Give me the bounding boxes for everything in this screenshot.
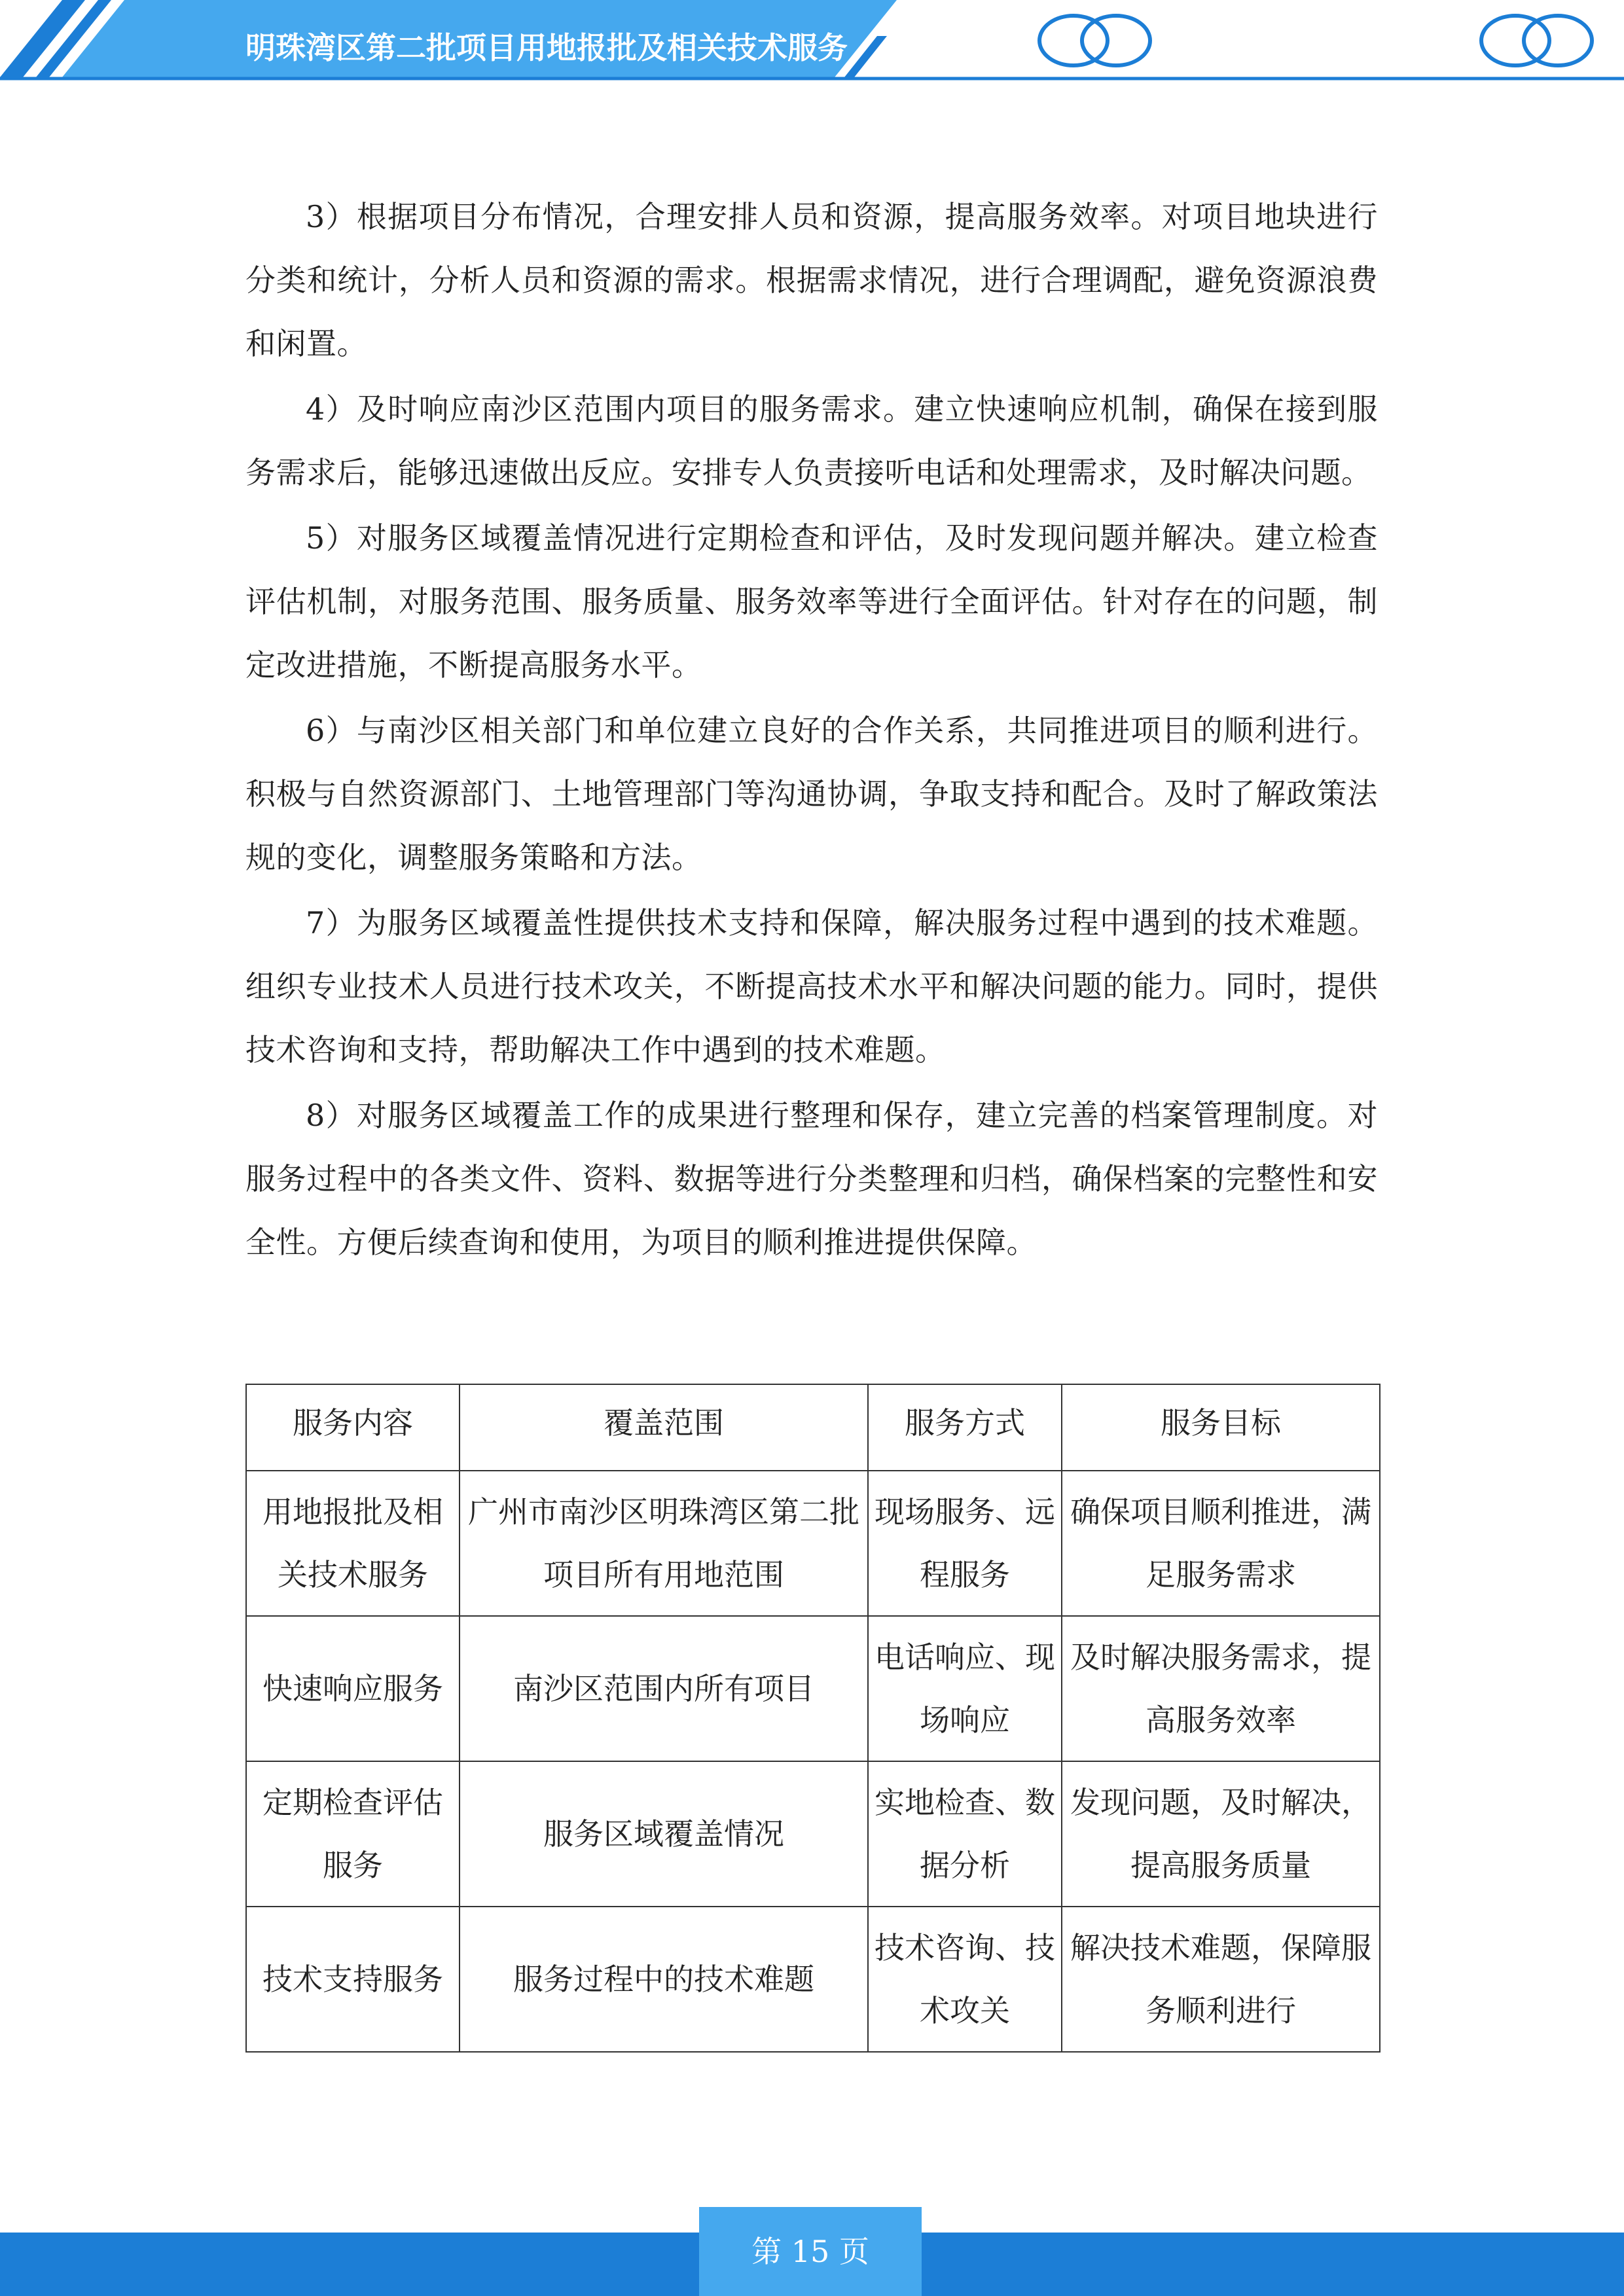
table-cell: 发现问题，及时解决，提高服务质量	[1062, 1761, 1380, 1907]
header-cell: 服务内容	[246, 1384, 460, 1471]
table-cell: 定期检查评估服务	[246, 1761, 460, 1907]
header-title: 明珠湾区第二批项目用地报批及相关技术服务	[245, 30, 848, 65]
paragraph: 3）根据项目分布情况，合理安排人员和资源，提高服务效率。对项目地块进行分类和统计，分析人员和资源的需求。根据需求情况，进行合理调配，避免资源浪费和闲置。	[245, 199, 1378, 361]
table-cell: 服务区域覆盖情况	[460, 1761, 868, 1907]
table-cell: 服务过程中的技术难题	[460, 1907, 868, 2052]
table-cell: 确保项目顺利推进，满足服务需求	[1062, 1471, 1380, 1616]
body-text	[245, 185, 1378, 1276]
paragraph: 8）对服务区域覆盖工作的成果进行整理和保存，建立完善的档案管理制度。对服务过程中的各类文件、资料、数据等进行分类整理和归档，确保档案的完整性和安全性。方便后续查询和使用，为项目的顺利推进提供保障。	[245, 1098, 1378, 1260]
table-row	[246, 1761, 1380, 1907]
paragraph: 5）对服务区域覆盖情况进行定期检查和评估，及时发现问题并解决。建立检查评估机制，对服务范围、服务质量、服务效率等进行全面评估。针对存在的问题，制定改进措施，不断提高服务水平。	[245, 520, 1378, 683]
table-row	[246, 1616, 1380, 1761]
table-cell: 广州市南沙区明珠湾区第二批项目所有用地范围	[460, 1471, 868, 1616]
header-cell: 覆盖范围	[460, 1384, 868, 1471]
table-cell: 技术支持服务	[246, 1907, 460, 2052]
table-cell: 南沙区范围内所有项目	[460, 1616, 868, 1761]
paragraph: 4）及时响应南沙区范围内项目的服务需求。建立快速响应机制，确保在接到服务需求后，能够迅速做出反应。安排专人负责接听电话和处理需求，及时解决问题。	[245, 391, 1378, 490]
header-cell: 服务方式	[868, 1384, 1062, 1471]
paragraph: 7）为服务区域覆盖性提供技术支持和保障，解决服务过程中遇到的技术难题。组织专业技术人员进行技术攻关，不断提高技术水平和解决问题的能力。同时，提供技术咨询和支持，帮助解决工作中遇到的技术难题。	[245, 905, 1378, 1067]
table-cell: 用地报批及相关技术服务	[246, 1471, 460, 1616]
table-cell: 电话响应、现场响应	[868, 1616, 1062, 1761]
table-cell: 解决技术难题，保障服务顺利进行	[1062, 1907, 1380, 2052]
page-header	[0, 0, 1624, 85]
table-cell: 快速响应服务	[246, 1616, 460, 1761]
header-cell: 服务目标	[1062, 1384, 1380, 1471]
service-table	[245, 1384, 1380, 2053]
table-cell: 技术咨询、技术攻关	[868, 1907, 1062, 2052]
table-row	[246, 1907, 1380, 2052]
table-cell: 实地检查、数据分析	[868, 1761, 1062, 1907]
table-header-row	[246, 1384, 1380, 1471]
table-cell: 现场服务、远程服务	[868, 1471, 1062, 1616]
paragraph: 6）与南沙区相关部门和单位建立良好的合作关系，共同推进项目的顺利进行。积极与自然资源部门、土地管理部门等沟通协调，争取支持和配合。及时了解政策法规的变化，调整服务策略和方法。	[245, 713, 1378, 875]
rings-logo-icon	[1039, 16, 1150, 65]
rings-logo-icon-right	[1481, 16, 1592, 65]
table-row	[246, 1471, 1380, 1616]
table-cell: 及时解决服务需求，提高服务效率	[1062, 1616, 1380, 1761]
page-number: 第 15 页	[751, 2234, 869, 2269]
